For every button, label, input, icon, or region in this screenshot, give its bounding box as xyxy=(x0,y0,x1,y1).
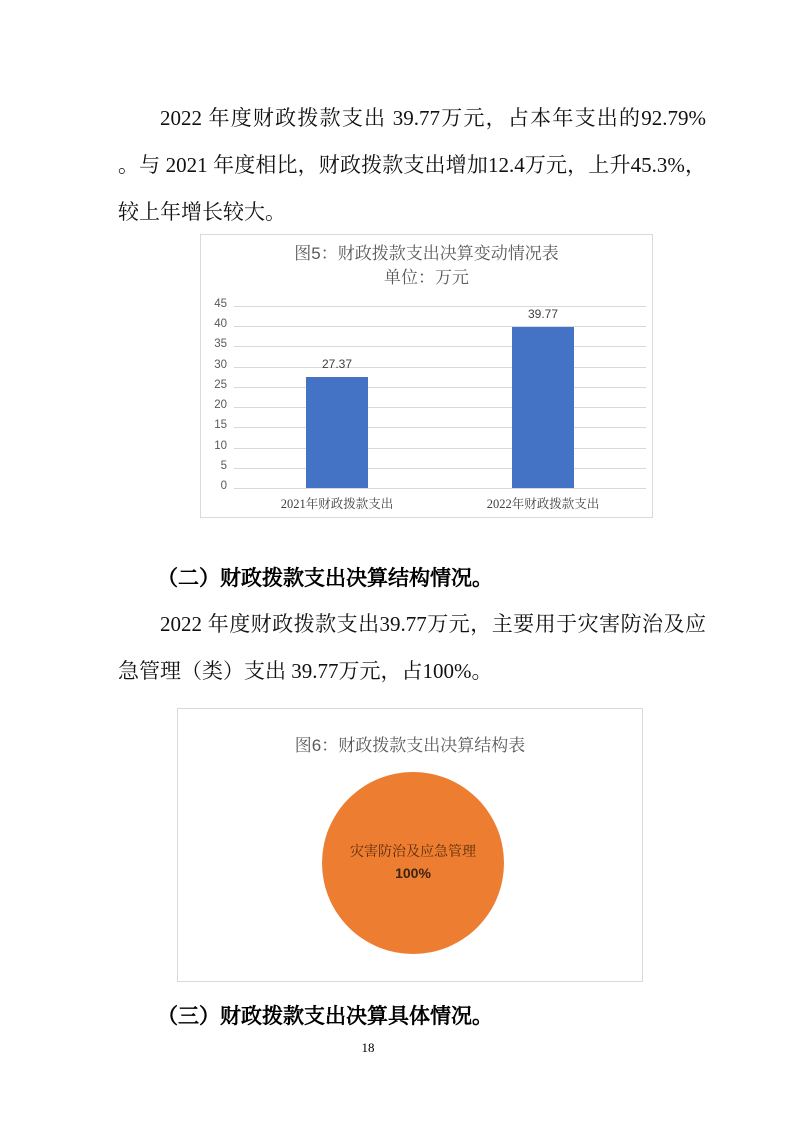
bar-series-0 xyxy=(306,377,368,488)
gridline xyxy=(234,468,646,469)
paragraph-expenditure-summary: 2022 年度财政拨款支出 39.77万元，占本年支出的92.79% 。与 2021 年度相比，财政拨款支出增加12.4万元，上升45.3%， 较上年增长较大。 xyxy=(118,106,706,224)
y-axis-tick-label: 15 xyxy=(214,419,227,432)
pie-chart-figure6 xyxy=(177,708,643,982)
bar-chart-figure5 xyxy=(200,234,653,518)
bar-chart-subtitle: 单位：万元 xyxy=(384,268,469,287)
bar-value-label: 27.37 xyxy=(321,357,353,372)
pie-slice-category-label: 灾害防治及应急管理 xyxy=(350,845,476,860)
bar-chart-plot-area xyxy=(234,306,646,488)
gridline xyxy=(234,427,646,428)
gridline xyxy=(234,448,646,449)
gridline xyxy=(234,488,646,489)
y-axis-tick-label: 5 xyxy=(220,459,227,472)
gridline xyxy=(234,326,646,327)
y-axis-tick-label: 25 xyxy=(214,378,227,391)
bar-series-1 xyxy=(512,327,574,488)
y-axis-tick-label: 35 xyxy=(214,338,227,351)
bar-chart-title: 图5：财政拨款支出决算变动情况表 xyxy=(294,244,559,263)
pie-data-label xyxy=(348,843,478,883)
gridline xyxy=(234,346,646,347)
x-axis-category-label: 2022年财政拨款支出 xyxy=(486,497,600,511)
pie-slice xyxy=(322,772,504,954)
y-axis-tick-label: 40 xyxy=(214,318,227,331)
gridline xyxy=(234,387,646,388)
y-axis-tick-label: 0 xyxy=(220,480,227,492)
bar-chart-x-axis xyxy=(234,494,646,516)
x-axis-category-label: 2021年财政拨款支出 xyxy=(280,497,394,511)
y-axis-tick-label: 10 xyxy=(214,439,227,452)
paragraph-expenditure-structure: 2022 年度财政拨款支出39.77万元，主要用于灾害防治及应急管理（类）支出 39.77万元，占100%。 xyxy=(118,612,706,683)
section-heading-details: （三）财政拨款支出决算具体情况。 xyxy=(157,1005,493,1028)
gridline xyxy=(234,407,646,408)
y-axis-tick-label: 30 xyxy=(214,358,227,371)
gridline xyxy=(234,367,646,368)
pie-slice-percent-label: 100% xyxy=(395,865,431,881)
gridline xyxy=(234,306,646,307)
bar-chart-y-axis xyxy=(201,235,229,517)
y-axis-tick-label: 20 xyxy=(214,399,227,412)
bar-value-label: 39.77 xyxy=(527,307,559,322)
section-heading-structure: （二）财政拨款支出决算结构情况。 xyxy=(157,567,493,590)
y-axis-tick-label: 45 xyxy=(214,298,227,310)
pie-chart-title: 图6：财政拨款支出决算结构表 xyxy=(294,736,526,755)
page-number: 18 xyxy=(361,1040,375,1055)
